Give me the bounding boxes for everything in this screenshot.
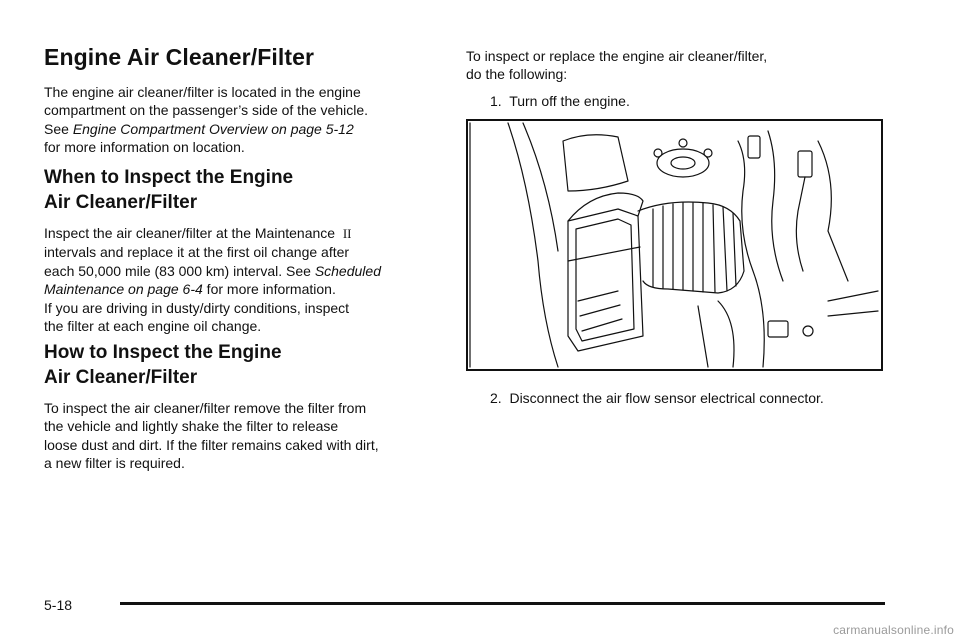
scheduled-maintenance-link[interactable]: Scheduled: [314, 262, 381, 279]
maintenance-ii-symbol: II: [342, 226, 352, 241]
watermark: carmanualsonline.info: [833, 623, 954, 637]
strut-mount: [657, 149, 709, 177]
how-paragraph: To inspect the air cleaner/filter remove the filter from the vehicle and lightly shake the filter to release loose dust and dirt. If the filter remains caked with dirt, a new filter is required.: [44, 400, 379, 472]
page-title: Engine Air Cleaner/Filter: [44, 44, 315, 70]
when-heading: When to Inspect the Engine Air Cleaner/Filter: [44, 167, 294, 213]
step-1: 1. Turn off the engine.: [490, 93, 630, 109]
wiring-harness: [738, 141, 764, 367]
engine-line-drawing: [468, 121, 881, 369]
intro-paragraph: The engine air cleaner/filter is located in the engine compartment on the passenger’s side of the vehicle. See Engine Compartment Overview on page 5-12 for more information on location.: [44, 84, 369, 156]
footer-rule: [120, 602, 885, 605]
scheduled-maintenance-link-cont[interactable]: Maintenance on page 6-4: [44, 281, 203, 298]
intake-duct: [638, 202, 744, 293]
engine-air-cleaner-illustration: [466, 119, 883, 371]
right-intro: To inspect or replace the engine air cleaner/filter, do the following:: [466, 48, 768, 83]
how-heading: How to Inspect the Engine Air Cleaner/Filter: [44, 342, 282, 388]
engine-compartment-link[interactable]: Engine Compartment Overview on page 5-12: [72, 120, 354, 137]
step-2: 2. Disconnect the air flow sensor electrical connector.: [490, 390, 824, 406]
page-number: 5-18: [44, 597, 73, 613]
connector: [748, 136, 760, 158]
when-paragraph: Inspect the air cleaner/filter at the Maintenance II intervals and replace it at the first oil change after each 50,000 mile (83 000 km) interval. See Scheduled Maintenance on page 6-4 for more information. If you are driving in dusty/dirty conditions, inspect the filter at each engine oil change.: [44, 225, 381, 335]
